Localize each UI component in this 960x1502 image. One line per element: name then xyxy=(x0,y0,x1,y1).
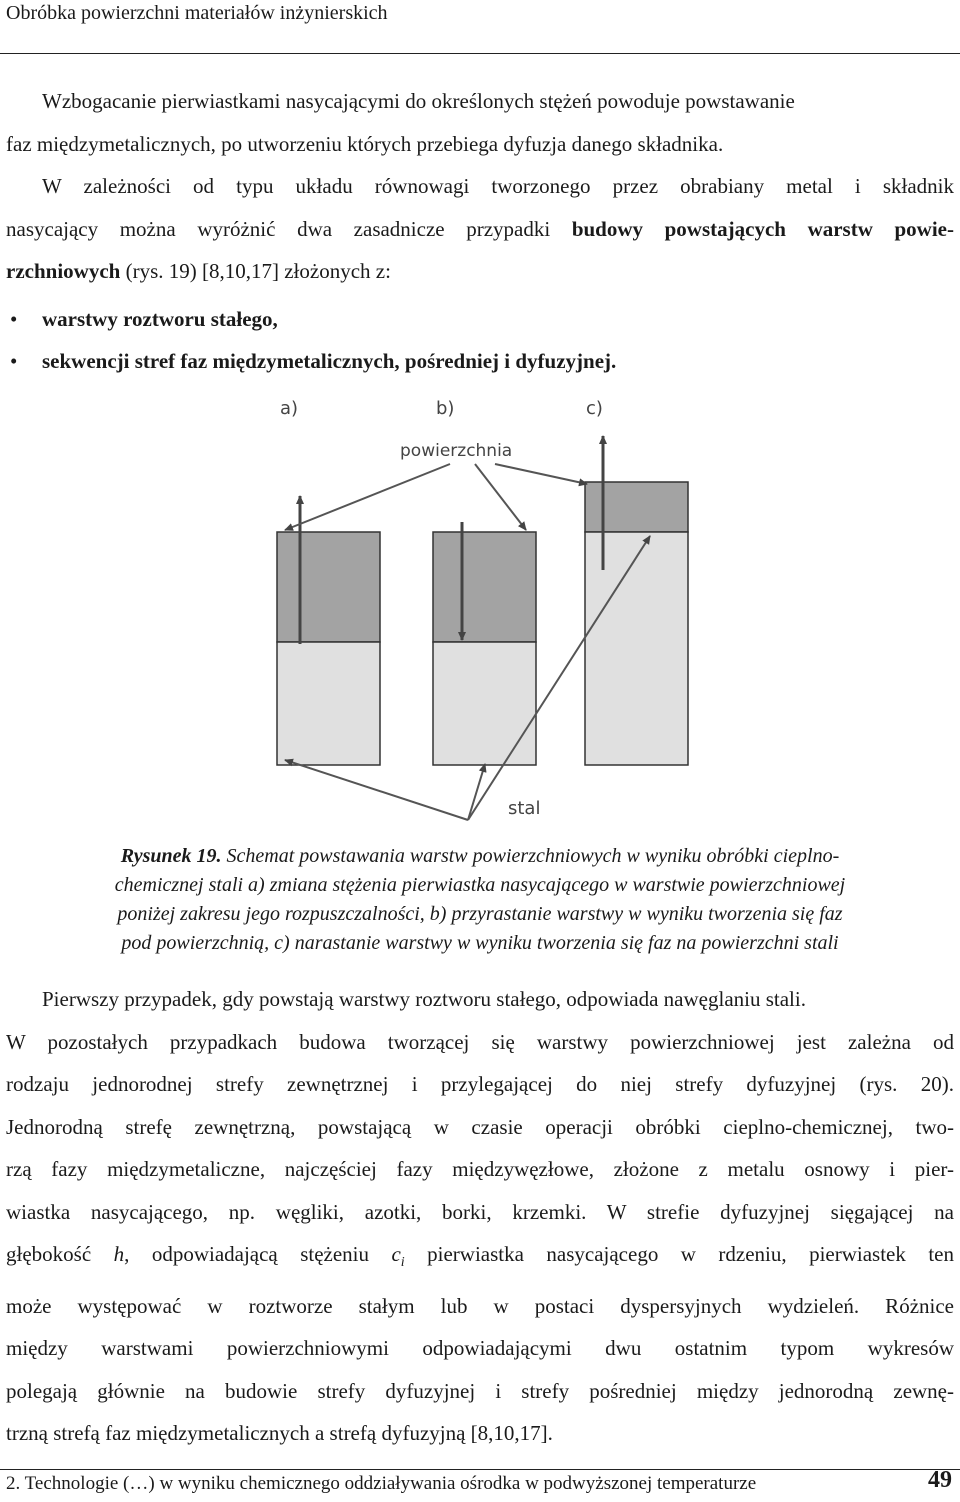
body-line-10: polegają głównie na budowie strefy dyfuzyjnej i strefy pośredniej między jednorodną zewnę- xyxy=(6,1378,954,1403)
body-line-7 xyxy=(6,1233,954,1285)
surface-pointer-c xyxy=(495,464,587,484)
bullet-item xyxy=(6,340,954,382)
body-line-8: może występować w roztworze stałym lub w postaci dyspersyjnych wydzieleń. Różnice xyxy=(6,1293,954,1318)
body-line-6: wiastka nasycającego, np. węgliki, azotki, borki, krzemki. W strefie dyfuzyjnej sięgającej na xyxy=(6,1199,954,1224)
caption-text: Schemat powstawania warstw powierzchniowych w wyniku obróbki cieplno- xyxy=(221,845,840,867)
label-steel: stal xyxy=(508,798,541,819)
bullet-text: warstwy roztworu stałego, xyxy=(42,307,278,331)
intro-line-5 xyxy=(6,250,954,293)
column-b-layer xyxy=(433,532,536,642)
bullet-text: sekwencji stref faz międzymetalicznych, pośredniej i dyfuzyjnej. xyxy=(42,349,617,373)
figure-caption xyxy=(20,842,940,958)
intro-line-4 xyxy=(6,208,954,251)
caption-line-1 xyxy=(20,842,940,871)
body-line-9: między warstwami powierzchniowymi odpowiadającymi dwu ostatnim typom wykresów xyxy=(6,1336,954,1361)
symbol-i-subscript: i xyxy=(400,1255,405,1271)
header-rule xyxy=(0,53,960,54)
body-line-4: Jednorodną strefę zewnętrzną, powstającą w czasie operacji obróbki cieplno-chemicznej, two- xyxy=(6,1114,954,1139)
intro-line-5-text: (rys. 19) [8,10,17] złożonych z: xyxy=(120,259,391,283)
intro-line-4-bold: budowy powstających warstw powie- xyxy=(571,216,954,241)
bullet-dot-icon: • xyxy=(10,307,18,331)
label-surface: powierzchnia xyxy=(400,441,513,461)
intro-line-1: Wzbogacanie pierwiastkami nasycającymi do określonych stężeń powoduje powstawanie xyxy=(42,89,795,113)
running-footer: 2. Technologie (…) w wyniku chemicznego oddziaływania ośrodka w podwyższonej temperaturze xyxy=(6,1473,757,1494)
label-c: c) xyxy=(586,398,603,419)
caption-line-2: chemicznej stali a) zmiana stężenia pierwiastka nasycającego w warstwie powierzchniowej xyxy=(114,874,846,896)
column-c-layer xyxy=(585,482,688,532)
intro-line-5-bold: rzchniowych xyxy=(6,259,121,283)
column-a-steel xyxy=(277,642,380,765)
body-paragraph xyxy=(6,978,954,1455)
bullet-dot-icon: • xyxy=(10,349,18,373)
steel-pointer-b xyxy=(468,764,485,820)
caption-line-3: poniżej zakresu jego rozpuszczalności, b) przyrastanie warstwy w wyniku tworzenia się faz xyxy=(117,903,843,925)
column-c-steel xyxy=(585,532,688,765)
intro-paragraph xyxy=(6,80,954,293)
label-a: a) xyxy=(280,398,299,419)
body-line-2: W pozostałych przypadkach budowa tworzącej się warstwy powierzchniowej jest zależna od xyxy=(6,1029,954,1054)
label-b: b) xyxy=(436,398,455,419)
footer-rule xyxy=(0,1469,960,1470)
body-line-3: rodzaju jednorodnej strefy zewnętrznej i przylegającej do niej strefy dyfuzyjnej (rys. 20). xyxy=(6,1072,954,1096)
page-number: 49 xyxy=(928,1467,952,1493)
layer-diagram xyxy=(260,392,720,832)
body-line-7-a: głębokość xyxy=(6,1242,114,1266)
intro-line-2: faz międzymetalicznych, po utworzeniu których przebiega dyfuzja danego składnika. xyxy=(6,131,724,156)
body-line-5: rzą fazy międzymetaliczne, najczęściej fazy międzywęzłowe, złożone z metalu osnowy i pier- xyxy=(6,1157,954,1181)
figure-19 xyxy=(260,392,720,832)
bullet-item xyxy=(6,298,954,340)
steel-pointer-a xyxy=(285,760,468,820)
symbol-c: c xyxy=(391,1242,401,1266)
running-header: Obróbka powierzchni materiałów inżynierskich xyxy=(6,2,388,24)
symbol-h: h xyxy=(113,1242,125,1266)
surface-pointer-b xyxy=(475,464,526,530)
surface-pointer-a xyxy=(285,464,450,530)
body-line-7-b: , odpowiadającą stężeniu xyxy=(124,1242,392,1266)
column-b-steel xyxy=(433,642,536,765)
body-line-7-d: pierwiastka nasycającego w rdzeniu, pierwiastek ten xyxy=(404,1242,954,1266)
intro-line-4-text: nasycający można wyróżnić dwa zasadnicze przypadki xyxy=(6,216,572,241)
intro-line-3: W zależności od typu układu równowagi tworzonego przez obrabiany metal i składnik xyxy=(42,174,954,198)
column-a-layer xyxy=(277,532,380,642)
caption-line-4: pod powierzchnią, c) narastanie warstwy w wyniku tworzenia się faz na powierzchni stali xyxy=(121,932,839,954)
body-line-1: Pierwszy przypadek, gdy powstają warstwy roztworu stałego, odpowiada nawęglaniu stali. xyxy=(42,987,806,1011)
body-line-11: trzną strefą faz międzymetalicznych a strefą dyfuzyjną [8,10,17]. xyxy=(6,1421,553,1446)
bullet-list xyxy=(6,298,954,382)
caption-label: Rysunek 19. xyxy=(120,845,222,867)
